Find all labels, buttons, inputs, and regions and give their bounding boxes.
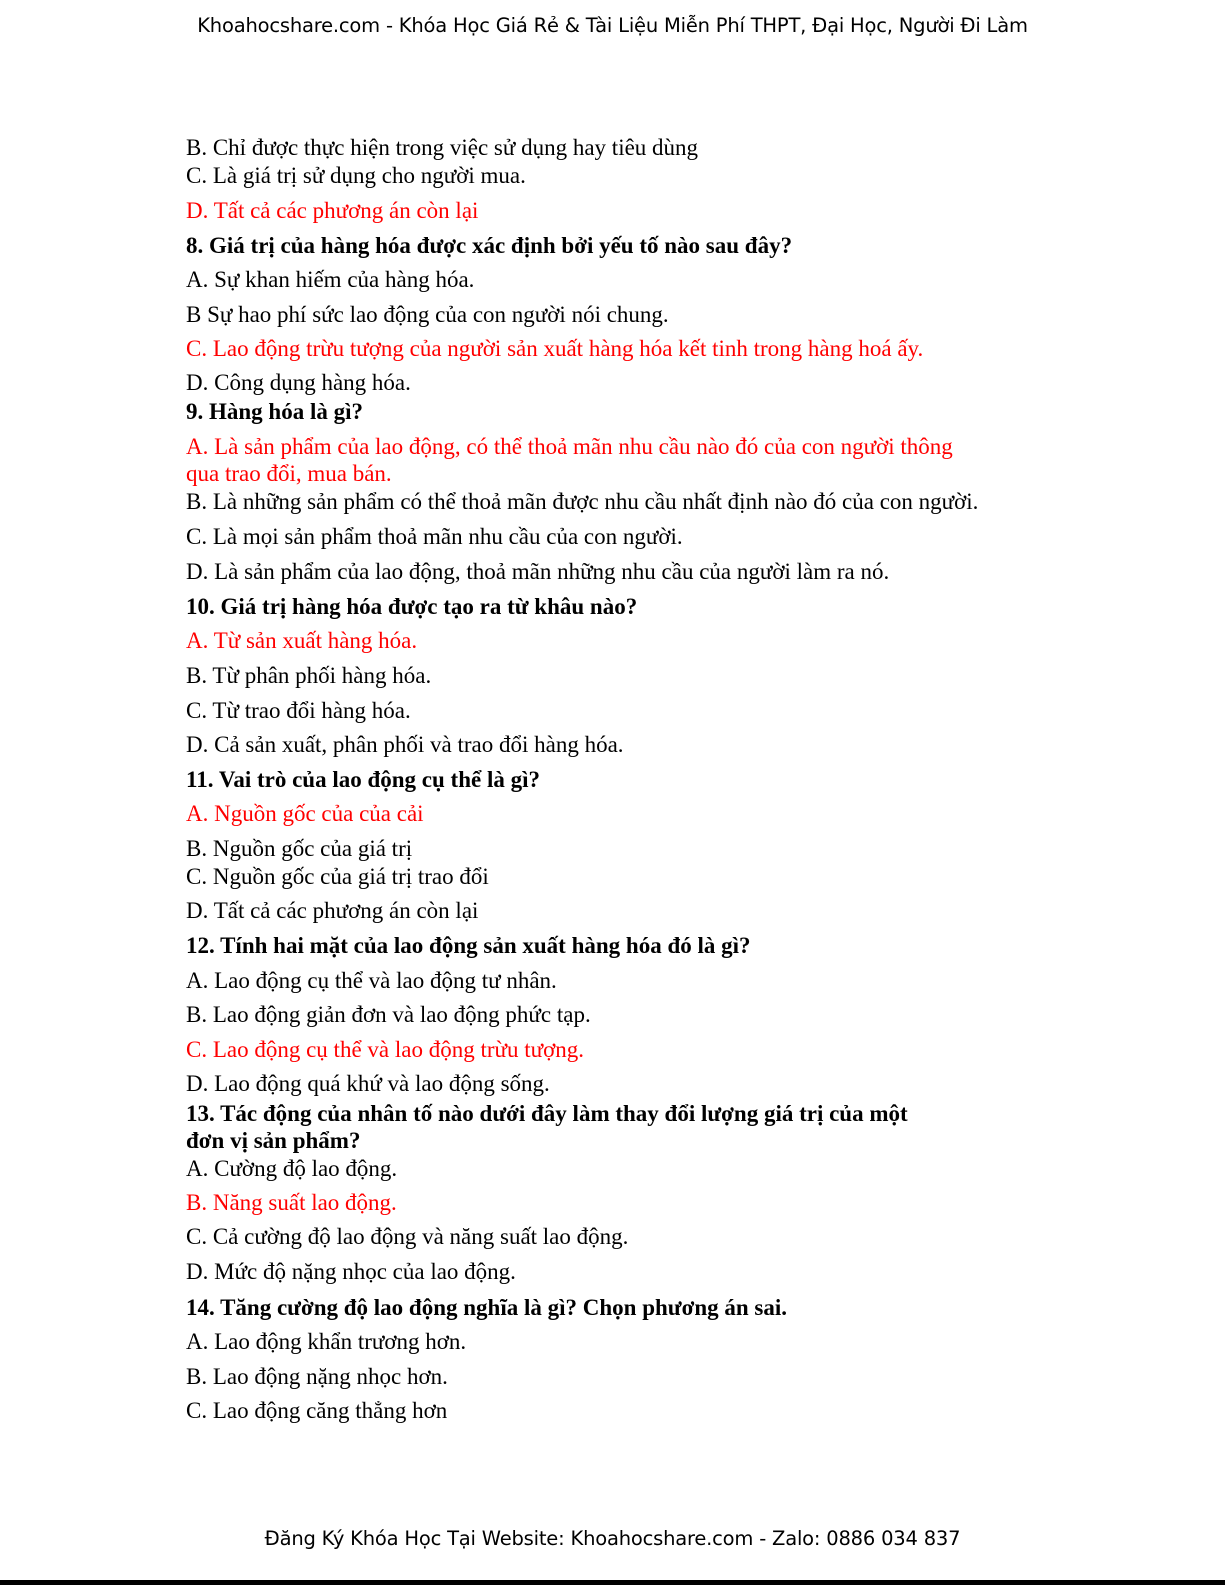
q8-option-d: D. Công dụng hàng hóa. xyxy=(186,370,411,395)
q11-option-a-answer: A. Nguồn gốc của của cải xyxy=(186,801,424,826)
q9-option-d: D. Là sản phẩm của lao động, thoả mãn những nhu cầu của người làm ra nó. xyxy=(186,559,890,584)
q10-option-a-answer: A. Từ sản xuất hàng hóa. xyxy=(186,628,418,653)
q12-option-a: A. Lao động cụ thể và lao động tư nhân. xyxy=(186,968,557,993)
q13-option-d: D. Mức độ nặng nhọc của lao động. xyxy=(186,1259,516,1284)
q12-option-d: D. Lao động quá khứ và lao động sống. xyxy=(186,1071,550,1096)
q14-option-a: A. Lao động khẩn trương hơn. xyxy=(186,1329,467,1354)
q9-option-a-answer-line2: qua trao đổi, mua bán. xyxy=(186,461,392,486)
q11-question: 11. Vai trò của lao động cụ thể là gì? xyxy=(186,767,540,792)
bottom-rule xyxy=(0,1580,1225,1585)
q7-option-d-answer: D. Tất cả các phương án còn lại xyxy=(186,198,479,223)
q11-option-d: D. Tất cả các phương án còn lại xyxy=(186,898,479,923)
q9-option-a-answer-line1: A. Là sản phẩm của lao động, có thể thoả mãn nhu cầu nào đó của con người thông xyxy=(186,434,953,459)
q10-option-c: C. Từ trao đổi hàng hóa. xyxy=(186,698,411,723)
q12-option-b: B. Lao động giản đơn và lao động phức tạp. xyxy=(186,1002,591,1027)
q13-option-a: A. Cường độ lao động. xyxy=(186,1156,398,1181)
q8-option-c-answer: C. Lao động trừu tượng của người sản xuất hàng hóa kết tinh trong hàng hoá ấy. xyxy=(186,336,924,361)
q8-question: 8. Giá trị của hàng hóa được xác định bởi yếu tố nào sau đây? xyxy=(186,233,793,258)
q13-option-c: C. Cả cường độ lao động và năng suất lao động. xyxy=(186,1224,629,1249)
q13-option-b-answer: B. Năng suất lao động. xyxy=(186,1190,397,1215)
q9-question: 9. Hàng hóa là gì? xyxy=(186,399,364,424)
q13-question-line2: đơn vị sản phẩm? xyxy=(186,1128,361,1153)
q7-option-b: B. Chỉ được thực hiện trong việc sử dụng hay tiêu dùng xyxy=(186,135,699,160)
q11-option-b: B. Nguồn gốc của giá trị xyxy=(186,836,413,861)
q9-option-c: C. Là mọi sản phẩm thoả mãn nhu cầu của con người. xyxy=(186,524,683,549)
q10-question: 10. Giá trị hàng hóa được tạo ra từ khâu nào? xyxy=(186,594,638,619)
q11-option-c: C. Nguồn gốc của giá trị trao đổi xyxy=(186,864,489,889)
q7-option-c: C. Là giá trị sử dụng cho người mua. xyxy=(186,163,526,188)
q14-option-c: C. Lao động căng thẳng hơn xyxy=(186,1398,448,1423)
page-header: Khoahocshare.com - Khóa Học Giá Rẻ & Tài Liệu Miễn Phí THPT, Đại Học, Người Đi Làm xyxy=(197,14,1028,37)
page-footer: Đăng Ký Khóa Học Tại Website: Khoahocshare.com - Zalo: 0886 034 837 xyxy=(264,1527,961,1550)
q14-question: 14. Tăng cường độ lao động nghĩa là gì? Chọn phương án sai. xyxy=(186,1295,788,1320)
q13-question-line1: 13. Tác động của nhân tố nào dưới đây làm thay đổi lượng giá trị của một xyxy=(186,1101,908,1126)
q14-option-b: B. Lao động nặng nhọc hơn. xyxy=(186,1364,448,1389)
q10-option-b: B. Từ phân phối hàng hóa. xyxy=(186,663,432,688)
q12-question: 12. Tính hai mặt của lao động sản xuất hàng hóa đó là gì? xyxy=(186,933,751,958)
q8-option-a: A. Sự khan hiếm của hàng hóa. xyxy=(186,267,475,292)
q9-option-b: B. Là những sản phẩm có thể thoả mãn được nhu cầu nhất định nào đó của con người. xyxy=(186,489,979,514)
q8-option-b: B Sự hao phí sức lao động của con người nói chung. xyxy=(186,302,669,327)
q10-option-d: D. Cả sản xuất, phân phối và trao đổi hàng hóa. xyxy=(186,732,624,757)
q12-option-c-answer: C. Lao động cụ thể và lao động trừu tượng. xyxy=(186,1037,584,1062)
